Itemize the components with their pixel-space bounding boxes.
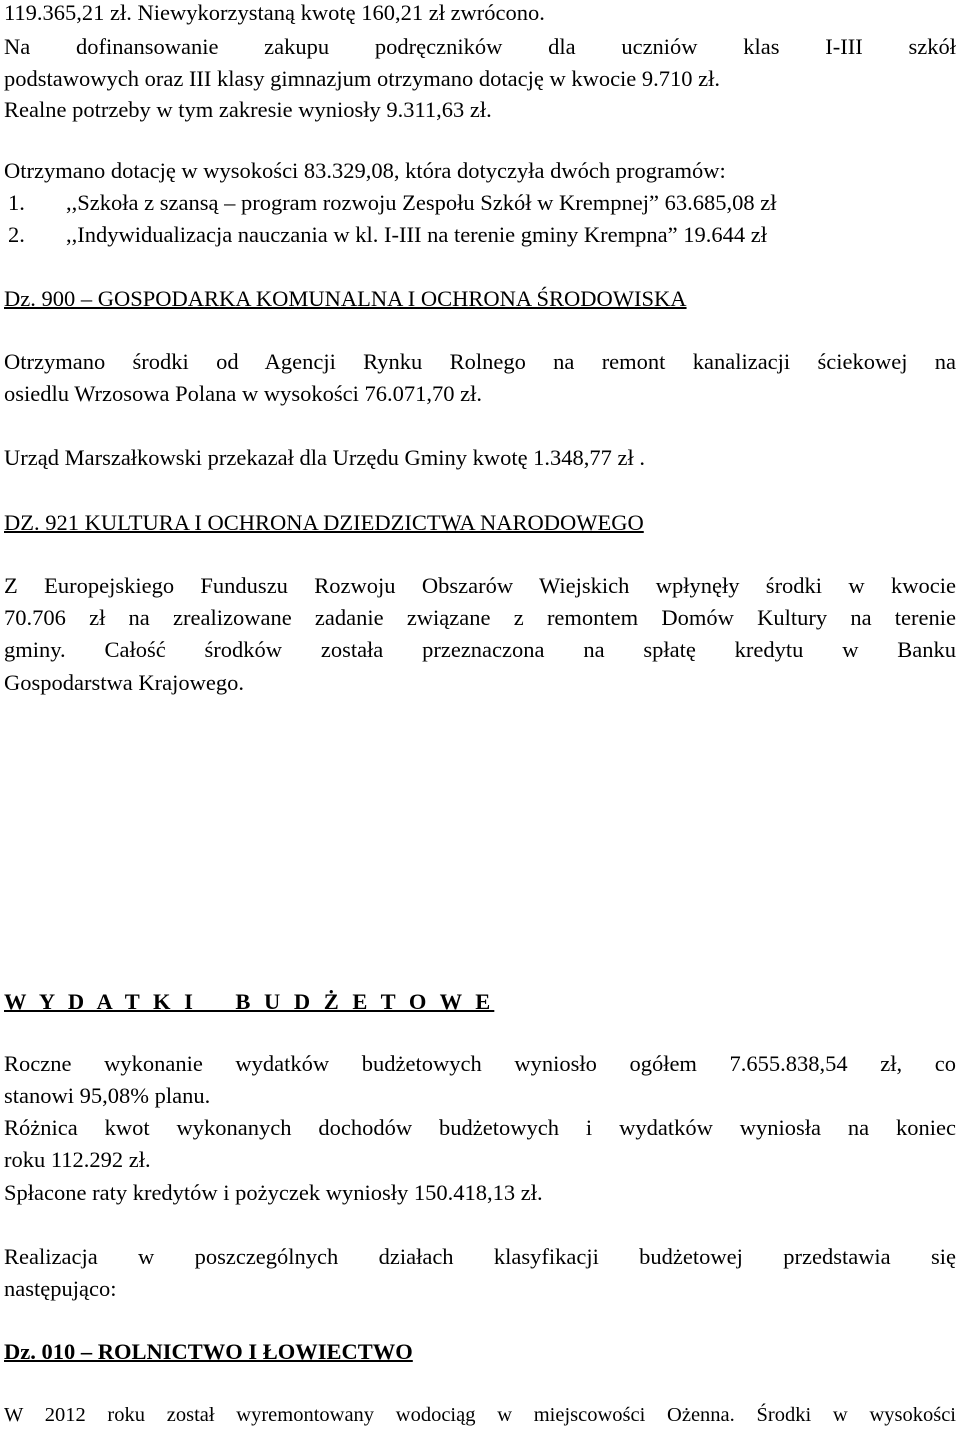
list-number: 1. <box>8 190 25 215</box>
text-line: Otrzymano środki od Agencji Rynku Rolnego na remont kanalizacji ściekowej na <box>4 349 956 374</box>
text-line: roku 112.292 zł. <box>4 1147 151 1172</box>
list-item-text: ,,Indywidualizacja nauczania w kl. I-III na terenie gminy Krempna” 19.644 zł <box>66 222 767 247</box>
text-line: Realizacja w poszczególnych działach klasyfikacji budżetowej przedstawia się <box>4 1244 956 1269</box>
text-line: stanowi 95,08% planu. <box>4 1083 211 1108</box>
list-number: 2. <box>8 222 25 247</box>
section-heading: Dz. 010 – ROLNICTWO I ŁOWIECTWO <box>4 1339 413 1364</box>
text-line: Na dofinansowanie zakupu podręczników dla uczniów klas I-III szkół <box>4 34 956 59</box>
text-line: 70.706 zł na zrealizowane zadanie związane z remontem Domów Kultury na terenie <box>4 605 956 630</box>
text-line: podstawowych oraz III klasy gimnazjum otrzymano dotację w kwocie 9.710 zł. <box>4 66 721 91</box>
text-line: następująco: <box>4 1276 117 1301</box>
text-line: Realne potrzeby w tym zakresie wyniosły 9.311,63 zł. <box>4 97 492 122</box>
text-line: Różnica kwot wykonanych dochodów budżetowych i wydatków wyniosła na koniec <box>4 1115 956 1140</box>
list-item-text: ,,Szkoła z szansą – program rozwoju Zespołu Szkół w Krempnej” 63.685,08 zł <box>66 190 777 215</box>
text-line: Gospodarstwa Krajowego. <box>4 670 244 695</box>
text-line: Otrzymano dotację w wysokości 83.329,08, która dotyczyła dwóch programów: <box>4 158 726 183</box>
text-line: W 2012 roku został wyremontowany wodociąg w miejscowości Ożenna. Środki w wysokości <box>4 1404 956 1426</box>
text-line: Urząd Marszałkowski przekazał dla Urzędu Gminy kwotę 1.348,77 zł . <box>4 445 646 470</box>
list-item <box>8 224 767 247</box>
text-line: Spłacone raty kredytów i pożyczek wyniosły 150.418,13 zł. <box>4 1180 543 1205</box>
list-item <box>8 192 776 215</box>
section-heading: Dz. 900 – GOSPODARKA KOMUNALNA I OCHRONA ŚRODOWISKA <box>4 286 687 311</box>
text-line: osiedlu Wrzosowa Polana w wysokości 76.071,70 zł. <box>4 381 482 406</box>
text-line: Z Europejskiego Funduszu Rozwoju Obszarów Wiejskich wpłynęły środki w kwocie <box>4 573 956 598</box>
text-line: Roczne wykonanie wydatków budżetowych wyniosło ogółem 7.655.838,54 zł, co <box>4 1051 956 1076</box>
section-title: W Y D A T K I B U D Ż E T O W E <box>4 989 495 1014</box>
text-line: 119.365,21 zł. Niewykorzystaną kwotę 160,21 zł zwrócono. <box>4 0 545 25</box>
section-heading: DZ. 921 KULTURA I OCHRONA DZIEDZICTWA NARODOWEGO <box>4 510 644 535</box>
text-line: gminy. Całość środków została przeznaczona na spłatę kredytu w Banku <box>4 637 956 662</box>
